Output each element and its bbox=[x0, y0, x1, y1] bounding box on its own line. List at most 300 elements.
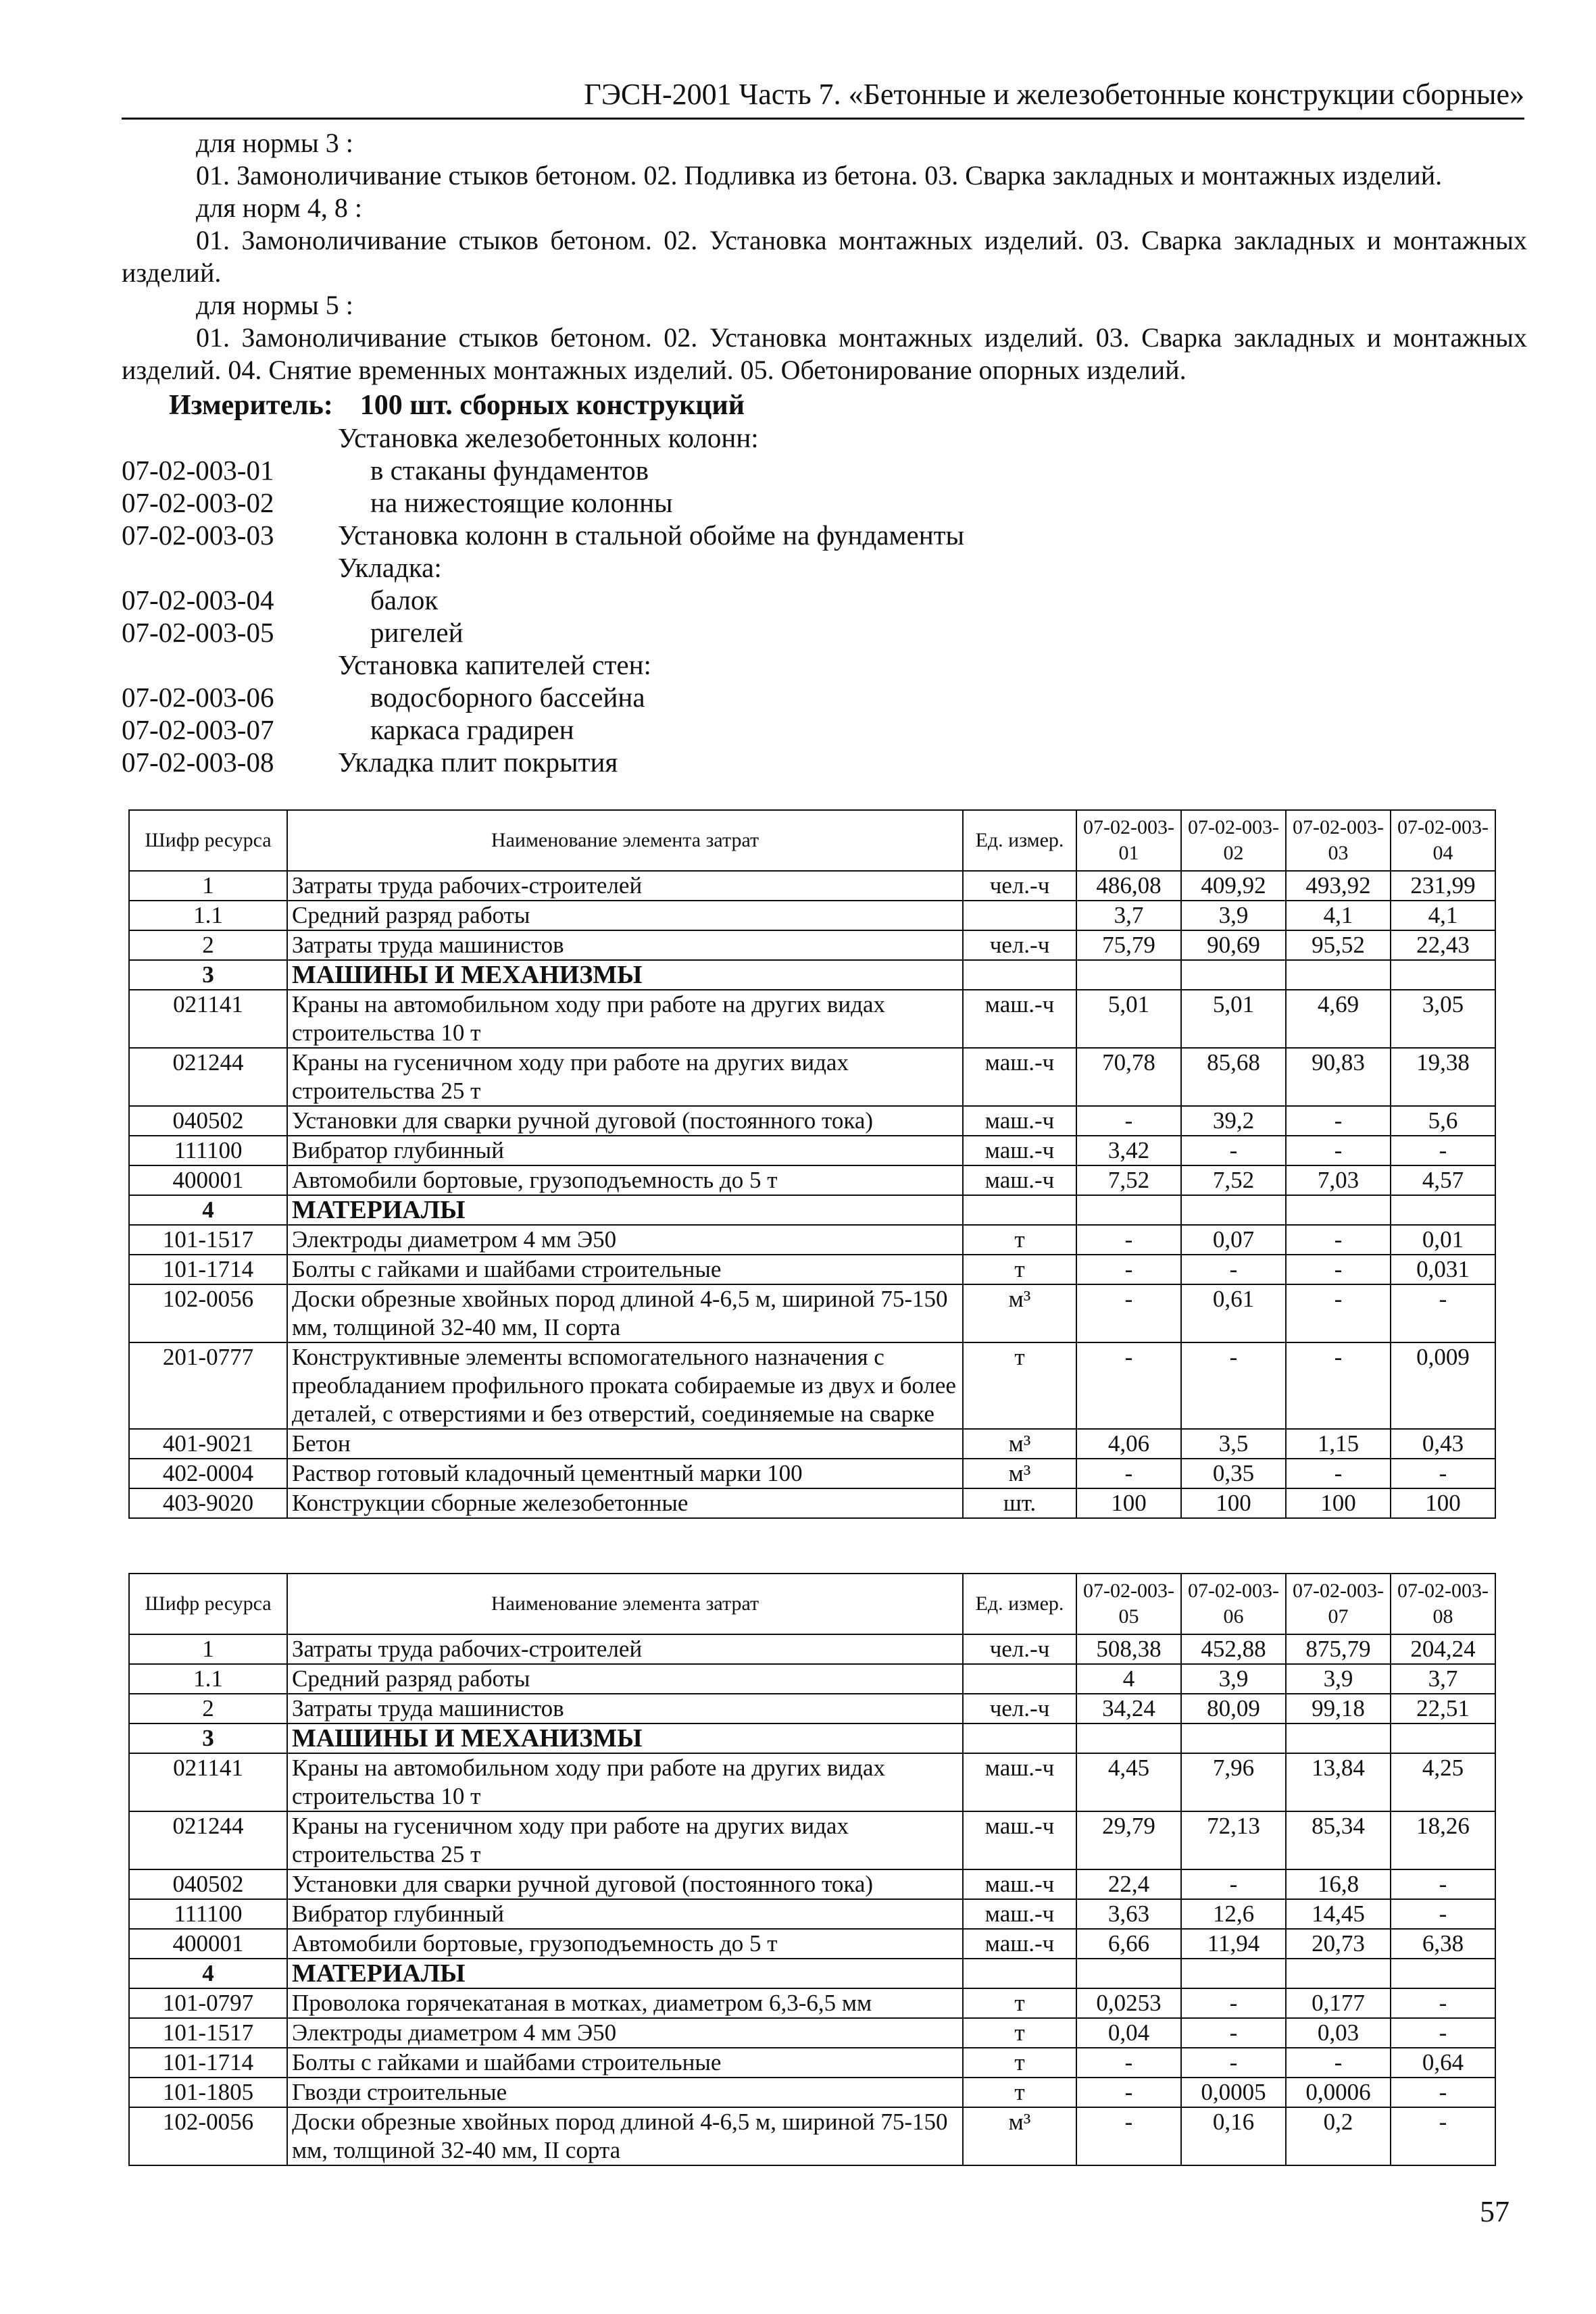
cost-element-name: Затраты труда машинистов bbox=[287, 930, 963, 960]
column-header: Ед. измер. bbox=[963, 1574, 1076, 1634]
unit: м³ bbox=[963, 2107, 1076, 2165]
value-cell: 3,42 bbox=[1076, 1136, 1181, 1165]
column-header: 07-02-003-01 bbox=[1076, 810, 1181, 871]
resource-code: 1 bbox=[129, 871, 287, 901]
value-cell: 0,031 bbox=[1391, 1255, 1495, 1284]
value-cell: 90,83 bbox=[1286, 1048, 1391, 1106]
work-operations: 01. Замоноличивание стыков бетоном. 02. Установка монтажных изделий. 03. Сварка закладных и монтажных изделий. 04. Снятие временных монтажных изделий. 05. Обетонирование опорных изделий. bbox=[122, 322, 1527, 385]
value-cell: 85,68 bbox=[1181, 1048, 1286, 1106]
cost-element-name: Доски обрезные хвойных пород длиной 4-6,5 м, шириной 75-150 мм, толщиной 32-40 мм, II сорта bbox=[287, 2107, 963, 2165]
value-cell: 0,03 bbox=[1286, 2018, 1391, 2048]
value-cell bbox=[1286, 1959, 1391, 1988]
value-cell: - bbox=[1286, 1106, 1391, 1136]
value-cell: 4,06 bbox=[1076, 1429, 1181, 1459]
value-cell: 3,05 bbox=[1391, 990, 1495, 1048]
resource-code: 4 bbox=[129, 1959, 287, 1988]
table-row bbox=[129, 1136, 1495, 1165]
table-row bbox=[129, 1869, 1495, 1899]
code-list-item bbox=[122, 422, 1405, 454]
code-list-item bbox=[122, 681, 1405, 713]
value-cell: 486,08 bbox=[1076, 871, 1181, 901]
value-cell: 6,38 bbox=[1391, 1929, 1495, 1959]
cost-element-name: Электроды диаметром 4 мм Э50 bbox=[287, 2018, 963, 2048]
value-cell: 0,04 bbox=[1076, 2018, 1181, 2048]
value-cell: 11,94 bbox=[1181, 1929, 1286, 1959]
value-cell: - bbox=[1391, 1459, 1495, 1488]
value-cell: 0,0005 bbox=[1181, 2078, 1286, 2107]
value-cell: 0,64 bbox=[1391, 2048, 1495, 2078]
table-row bbox=[129, 871, 1495, 901]
unit: маш.-ч bbox=[963, 1136, 1076, 1165]
value-cell: - bbox=[1391, 2078, 1495, 2107]
norm-label: для норм 4, 8 : bbox=[196, 193, 362, 223]
resource-code: 101-1714 bbox=[129, 1255, 287, 1284]
cost-element-name: Доски обрезные хвойных пород длиной 4-6,5 м, шириной 75-150 мм, толщиной 32-40 мм, II сорта bbox=[287, 1284, 963, 1342]
norm-code: 07-02-003-05 bbox=[122, 617, 274, 648]
value-cell: 18,26 bbox=[1391, 1811, 1495, 1869]
norm-label: для нормы 5 : bbox=[196, 290, 353, 320]
value-cell: - bbox=[1286, 2048, 1391, 2078]
value-cell: 22,4 bbox=[1076, 1869, 1181, 1899]
table-row bbox=[129, 2048, 1495, 2078]
value-cell: 100 bbox=[1076, 1488, 1181, 1518]
value-cell: 0,16 bbox=[1181, 2107, 1286, 2165]
value-cell: 100 bbox=[1286, 1488, 1391, 1518]
value-cell: 4,25 bbox=[1391, 1753, 1495, 1811]
value-cell: 0,2 bbox=[1286, 2107, 1391, 2165]
resource-code: 400001 bbox=[129, 1929, 287, 1959]
cost-element-name: МАТЕРИАЛЫ bbox=[287, 1195, 963, 1225]
value-cell: 95,52 bbox=[1286, 930, 1391, 960]
column-header: 07-02-003-06 bbox=[1181, 1574, 1286, 1634]
resource-code: 040502 bbox=[129, 1869, 287, 1899]
unit: маш.-ч bbox=[963, 1869, 1076, 1899]
value-cell bbox=[1181, 960, 1286, 990]
value-cell bbox=[1286, 1195, 1391, 1225]
cost-element-name: Затраты труда рабочих-строителей bbox=[287, 871, 963, 901]
value-cell: 3,9 bbox=[1286, 1664, 1391, 1694]
value-cell: 3,9 bbox=[1181, 1664, 1286, 1694]
code-list-item bbox=[122, 519, 1405, 551]
value-cell: 875,79 bbox=[1286, 1634, 1391, 1664]
value-cell: 13,84 bbox=[1286, 1753, 1391, 1811]
unit: т bbox=[963, 1988, 1076, 2018]
value-cell: 0,43 bbox=[1391, 1429, 1495, 1459]
norm-code: 07-02-003-01 bbox=[122, 455, 274, 486]
unit: шт. bbox=[963, 1488, 1076, 1518]
cost-element-name: Гвозди строительные bbox=[287, 2078, 963, 2107]
resource-code: 101-1517 bbox=[129, 1225, 287, 1255]
value-cell: 12,6 bbox=[1181, 1899, 1286, 1929]
value-cell: - bbox=[1181, 1255, 1286, 1284]
table-row bbox=[129, 1165, 1495, 1195]
value-cell: - bbox=[1181, 2018, 1286, 2048]
resource-code: 101-0797 bbox=[129, 1988, 287, 2018]
code-list-item bbox=[122, 551, 1405, 584]
code-list-item bbox=[122, 454, 1405, 486]
value-cell: 22,51 bbox=[1391, 1694, 1495, 1724]
code-list-item bbox=[122, 713, 1405, 746]
unit: т bbox=[963, 1225, 1076, 1255]
value-cell: 99,18 bbox=[1286, 1694, 1391, 1724]
value-cell: 4,69 bbox=[1286, 990, 1391, 1048]
code-list-item bbox=[122, 616, 1405, 649]
value-cell: 3,7 bbox=[1391, 1664, 1495, 1694]
value-cell: 75,79 bbox=[1076, 930, 1181, 960]
resource-code: 021141 bbox=[129, 1753, 287, 1811]
value-cell: 20,73 bbox=[1286, 1929, 1391, 1959]
column-header: Ед. измер. bbox=[963, 810, 1076, 871]
table-row bbox=[129, 1988, 1495, 2018]
value-cell: - bbox=[1181, 1342, 1286, 1429]
table-row bbox=[129, 1899, 1495, 1929]
table-row bbox=[129, 1106, 1495, 1136]
code-list-item bbox=[122, 584, 1405, 616]
column-header: 07-02-003-02 bbox=[1181, 810, 1286, 871]
value-cell: 4,45 bbox=[1076, 1753, 1181, 1811]
norm-name: в стаканы фундаментов bbox=[370, 455, 649, 486]
unit: м³ bbox=[963, 1284, 1076, 1342]
table-row bbox=[129, 1255, 1495, 1284]
table-row bbox=[129, 1664, 1495, 1694]
cost-element-name: Конструкции сборные железобетонные bbox=[287, 1488, 963, 1518]
value-cell: 100 bbox=[1391, 1488, 1495, 1518]
value-cell: 7,96 bbox=[1181, 1753, 1286, 1811]
table-row bbox=[129, 1694, 1495, 1724]
value-cell: 231,99 bbox=[1391, 871, 1495, 901]
measure-value: 100 шт. сборных конструкций bbox=[359, 390, 745, 421]
resource-code: 4 bbox=[129, 1195, 287, 1225]
resource-code: 102-0056 bbox=[129, 2107, 287, 2165]
column-header: 07-02-003-07 bbox=[1286, 1574, 1391, 1634]
cost-element-name: Вибратор глубинный bbox=[287, 1899, 963, 1929]
unit bbox=[963, 1664, 1076, 1694]
resource-code: 3 bbox=[129, 1724, 287, 1753]
resource-code: 400001 bbox=[129, 1165, 287, 1195]
table-row bbox=[129, 1342, 1495, 1429]
table-row bbox=[129, 1811, 1495, 1869]
value-cell: - bbox=[1391, 1136, 1495, 1165]
value-cell: - bbox=[1286, 1255, 1391, 1284]
cost-element-name: Краны на автомобильном ходу при работе на других видах строительства 10 т bbox=[287, 1753, 963, 1811]
value-cell: 4,1 bbox=[1391, 901, 1495, 930]
value-cell: - bbox=[1076, 1255, 1181, 1284]
value-cell: 204,24 bbox=[1391, 1634, 1495, 1664]
value-cell: - bbox=[1286, 1136, 1391, 1165]
value-cell: 0,35 bbox=[1181, 1459, 1286, 1488]
value-cell: 5,01 bbox=[1181, 990, 1286, 1048]
table-row bbox=[129, 1753, 1495, 1811]
cost-element-name: Затраты труда машинистов bbox=[287, 1694, 963, 1724]
cost-element-name: Болты с гайками и шайбами строительные bbox=[287, 2048, 963, 2078]
value-cell: 5,6 bbox=[1391, 1106, 1495, 1136]
value-cell: 85,34 bbox=[1286, 1811, 1391, 1869]
value-cell: - bbox=[1286, 1459, 1391, 1488]
value-cell: 508,38 bbox=[1076, 1634, 1181, 1664]
value-cell: 0,07 bbox=[1181, 1225, 1286, 1255]
work-composition bbox=[122, 127, 1527, 386]
code-list-item bbox=[122, 486, 1405, 519]
value-cell: 39,2 bbox=[1181, 1106, 1286, 1136]
norm-code: 07-02-003-07 bbox=[122, 714, 274, 745]
unit: чел.-ч bbox=[963, 1694, 1076, 1724]
value-cell bbox=[1391, 1959, 1495, 1988]
cost-element-name: МАШИНЫ И МЕХАНИЗМЫ bbox=[287, 1724, 963, 1753]
resource-code: 101-1714 bbox=[129, 2048, 287, 2078]
unit: м³ bbox=[963, 1429, 1076, 1459]
table-row bbox=[129, 1225, 1495, 1255]
table-header-row bbox=[129, 810, 1495, 871]
page-number: 57 bbox=[1480, 2195, 1510, 2228]
cost-element-name: МАШИНЫ И МЕХАНИЗМЫ bbox=[287, 960, 963, 990]
page-header: ГЭСН-2001 Часть 7. «Бетонные и железобетонные конструкции сборные» bbox=[122, 76, 1524, 120]
norm-name: на нижестоящие колонны bbox=[370, 487, 673, 518]
column-header: 07-02-003-08 bbox=[1391, 1574, 1495, 1634]
value-cell: - bbox=[1076, 2078, 1181, 2107]
value-cell: - bbox=[1391, 1899, 1495, 1929]
resource-code: 401-9021 bbox=[129, 1429, 287, 1459]
cost-element-name: Автомобили бортовые, грузоподъемность до 5 т bbox=[287, 1165, 963, 1195]
column-header: Шифр ресурса bbox=[129, 1574, 287, 1634]
value-cell: 0,0006 bbox=[1286, 2078, 1391, 2107]
unit: т bbox=[963, 2078, 1076, 2107]
resource-code: 040502 bbox=[129, 1106, 287, 1136]
table-row bbox=[129, 1284, 1495, 1342]
cost-element-name: Краны на гусеничном ходу при работе на других видах строительства 25 т bbox=[287, 1048, 963, 1106]
unit: маш.-ч bbox=[963, 1811, 1076, 1869]
norm-name: ригелей bbox=[370, 617, 464, 648]
value-cell: 34,24 bbox=[1076, 1694, 1181, 1724]
unit: чел.-ч bbox=[963, 871, 1076, 901]
cost-element-name: Краны на гусеничном ходу при работе на других видах строительства 25 т bbox=[287, 1811, 963, 1869]
resource-code: 101-1805 bbox=[129, 2078, 287, 2107]
value-cell: 493,92 bbox=[1286, 871, 1391, 901]
norm-code: 07-02-003-03 bbox=[122, 520, 274, 551]
norm-label: для нормы 3 : bbox=[196, 128, 353, 158]
resource-code: 021141 bbox=[129, 990, 287, 1048]
value-cell bbox=[1181, 1195, 1286, 1225]
table-row bbox=[129, 2078, 1495, 2107]
unit: маш.-ч bbox=[963, 1106, 1076, 1136]
value-cell: 5,01 bbox=[1076, 990, 1181, 1048]
cost-element-name: Болты с гайками и шайбами строительные bbox=[287, 1255, 963, 1284]
resource-code: 102-0056 bbox=[129, 1284, 287, 1342]
resource-code: 021244 bbox=[129, 1048, 287, 1106]
value-cell: 4,1 bbox=[1286, 901, 1391, 930]
column-header: 07-02-003-05 bbox=[1076, 1574, 1181, 1634]
value-cell bbox=[1286, 1724, 1391, 1753]
value-cell: 3,63 bbox=[1076, 1899, 1181, 1929]
value-cell: - bbox=[1391, 2107, 1495, 2165]
norm-name: Укладка: bbox=[338, 552, 442, 583]
cost-element-name: Средний разряд работы bbox=[287, 1664, 963, 1694]
unit: маш.-ч bbox=[963, 990, 1076, 1048]
unit bbox=[963, 1959, 1076, 1988]
resource-code: 402-0004 bbox=[129, 1459, 287, 1488]
norm-name: каркаса градирен bbox=[370, 714, 574, 745]
value-cell bbox=[1076, 1195, 1181, 1225]
section-row bbox=[129, 960, 1495, 990]
cost-element-name: Автомобили бортовые, грузоподъемность до 5 т bbox=[287, 1929, 963, 1959]
table-row bbox=[129, 1429, 1495, 1459]
norm-code: 07-02-003-04 bbox=[122, 584, 274, 615]
norm-code bbox=[122, 551, 338, 584]
code-list-item bbox=[122, 649, 1405, 681]
resource-code: 2 bbox=[129, 930, 287, 960]
value-cell: - bbox=[1076, 1459, 1181, 1488]
value-cell: 7,03 bbox=[1286, 1165, 1391, 1195]
resource-code: 111100 bbox=[129, 1899, 287, 1929]
resource-code: 1.1 bbox=[129, 901, 287, 930]
value-cell: 70,78 bbox=[1076, 1048, 1181, 1106]
value-cell: - bbox=[1391, 1284, 1495, 1342]
value-cell: 22,43 bbox=[1391, 930, 1495, 960]
value-cell: - bbox=[1076, 1284, 1181, 1342]
unit: т bbox=[963, 2018, 1076, 2048]
resource-code: 3 bbox=[129, 960, 287, 990]
cost-element-name: Раствор готовый кладочный цементный марки 100 bbox=[287, 1459, 963, 1488]
section-row bbox=[129, 1959, 1495, 1988]
value-cell: 16,8 bbox=[1286, 1869, 1391, 1899]
value-cell: - bbox=[1076, 2048, 1181, 2078]
norm-code: 07-02-003-08 bbox=[122, 747, 274, 778]
unit: маш.-ч bbox=[963, 1929, 1076, 1959]
norm-name: Установка железобетонных колонн: bbox=[338, 422, 759, 453]
value-cell bbox=[1286, 960, 1391, 990]
unit bbox=[963, 960, 1076, 990]
value-cell: - bbox=[1076, 1342, 1181, 1429]
value-cell: 0,009 bbox=[1391, 1342, 1495, 1429]
value-cell: 14,45 bbox=[1286, 1899, 1391, 1929]
cost-table-2 bbox=[128, 1573, 1496, 2166]
table-row bbox=[129, 1929, 1495, 1959]
column-header: Наименование элемента затрат bbox=[287, 1574, 963, 1634]
resource-code: 021244 bbox=[129, 1811, 287, 1869]
code-list-item bbox=[122, 746, 1405, 778]
cost-element-name: Бетон bbox=[287, 1429, 963, 1459]
norm-name: Укладка плит покрытия bbox=[338, 747, 618, 778]
cost-element-name: Установки для сварки ручной дуговой (постоянного тока) bbox=[287, 1869, 963, 1899]
value-cell: 4,57 bbox=[1391, 1165, 1495, 1195]
cost-element-name: Краны на автомобильном ходу при работе на других видах строительства 10 т bbox=[287, 990, 963, 1048]
table-row bbox=[129, 1048, 1495, 1106]
column-header: Шифр ресурса bbox=[129, 810, 287, 871]
value-cell: 0,61 bbox=[1181, 1284, 1286, 1342]
table-row bbox=[129, 901, 1495, 930]
value-cell: - bbox=[1391, 2018, 1495, 2048]
unit: т bbox=[963, 2048, 1076, 2078]
value-cell: - bbox=[1391, 1869, 1495, 1899]
unit bbox=[963, 901, 1076, 930]
table-row bbox=[129, 2107, 1495, 2165]
value-cell: - bbox=[1181, 1988, 1286, 2018]
section-row bbox=[129, 1195, 1495, 1225]
resource-code: 101-1517 bbox=[129, 2018, 287, 2048]
unit: маш.-ч bbox=[963, 1899, 1076, 1929]
value-cell bbox=[1076, 960, 1181, 990]
unit: чел.-ч bbox=[963, 1634, 1076, 1664]
column-header: Наименование элемента затрат bbox=[287, 810, 963, 871]
unit: чел.-ч bbox=[963, 930, 1076, 960]
table-row bbox=[129, 1488, 1495, 1518]
resource-code: 2 bbox=[129, 1694, 287, 1724]
table-row bbox=[129, 1459, 1495, 1488]
unit bbox=[963, 1724, 1076, 1753]
value-cell: - bbox=[1286, 1225, 1391, 1255]
work-operations: 01. Замоноличивание стыков бетоном. 02. Установка монтажных изделий. 03. Сварка закладных и монтажных изделий. bbox=[122, 225, 1527, 288]
value-cell: 72,13 bbox=[1181, 1811, 1286, 1869]
cost-element-name: МАТЕРИАЛЫ bbox=[287, 1959, 963, 1988]
value-cell bbox=[1076, 1959, 1181, 1988]
table-header-row bbox=[129, 1574, 1495, 1634]
table-row bbox=[129, 2018, 1495, 2048]
column-header: 07-02-003-03 bbox=[1286, 810, 1391, 871]
measure-line bbox=[169, 388, 745, 423]
resource-code: 111100 bbox=[129, 1136, 287, 1165]
resource-code: 1 bbox=[129, 1634, 287, 1664]
value-cell: - bbox=[1076, 1106, 1181, 1136]
value-cell: 0,01 bbox=[1391, 1225, 1495, 1255]
unit: м³ bbox=[963, 1459, 1076, 1488]
unit: маш.-ч bbox=[963, 1165, 1076, 1195]
value-cell: 100 bbox=[1181, 1488, 1286, 1518]
value-cell: 80,09 bbox=[1181, 1694, 1286, 1724]
norm-code bbox=[122, 649, 338, 681]
norm-name: балок bbox=[370, 584, 439, 615]
value-cell: - bbox=[1076, 2107, 1181, 2165]
value-cell: 3,7 bbox=[1076, 901, 1181, 930]
work-operations: 01. Замоноличивание стыков бетоном. 02. Подливка из бетона. 03. Сварка закладных и монтажных изделий. bbox=[196, 160, 1443, 191]
section-row bbox=[129, 1724, 1495, 1753]
value-cell: 3,5 bbox=[1181, 1429, 1286, 1459]
cost-table-1 bbox=[128, 809, 1496, 1519]
value-cell: 19,38 bbox=[1391, 1048, 1495, 1106]
value-cell bbox=[1181, 1959, 1286, 1988]
unit: т bbox=[963, 1342, 1076, 1429]
unit: т bbox=[963, 1255, 1076, 1284]
value-cell: 452,88 bbox=[1181, 1634, 1286, 1664]
norm-name: водосборного бассейна bbox=[370, 682, 645, 713]
resource-code: 201-0777 bbox=[129, 1342, 287, 1429]
norm-code-list bbox=[122, 422, 1405, 778]
cost-element-name: Средний разряд работы bbox=[287, 901, 963, 930]
value-cell: 1,15 bbox=[1286, 1429, 1391, 1459]
table-row bbox=[129, 930, 1495, 960]
value-cell bbox=[1391, 1195, 1495, 1225]
value-cell: - bbox=[1181, 1136, 1286, 1165]
column-header: 07-02-003-04 bbox=[1391, 810, 1495, 871]
norm-code bbox=[122, 422, 338, 454]
value-cell bbox=[1181, 1724, 1286, 1753]
norm-name: Установка колонн в стальной обойме на фундаменты bbox=[338, 520, 965, 551]
value-cell: - bbox=[1181, 1869, 1286, 1899]
measure-label: Измеритель: bbox=[169, 390, 333, 421]
norm-name: Установка капителей стен: bbox=[338, 649, 651, 680]
value-cell: 0,177 bbox=[1286, 1988, 1391, 2018]
value-cell: - bbox=[1286, 1284, 1391, 1342]
value-cell: - bbox=[1286, 1342, 1391, 1429]
value-cell: - bbox=[1076, 1225, 1181, 1255]
value-cell: 90,69 bbox=[1181, 930, 1286, 960]
value-cell: - bbox=[1391, 1988, 1495, 2018]
value-cell: 3,9 bbox=[1181, 901, 1286, 930]
norm-code: 07-02-003-02 bbox=[122, 487, 274, 518]
cost-element-name: Проволока горячекатаная в мотках, диаметром 6,3-6,5 мм bbox=[287, 1988, 963, 2018]
unit bbox=[963, 1195, 1076, 1225]
cost-element-name: Установки для сварки ручной дуговой (постоянного тока) bbox=[287, 1106, 963, 1136]
table-row bbox=[129, 990, 1495, 1048]
value-cell bbox=[1076, 1724, 1181, 1753]
